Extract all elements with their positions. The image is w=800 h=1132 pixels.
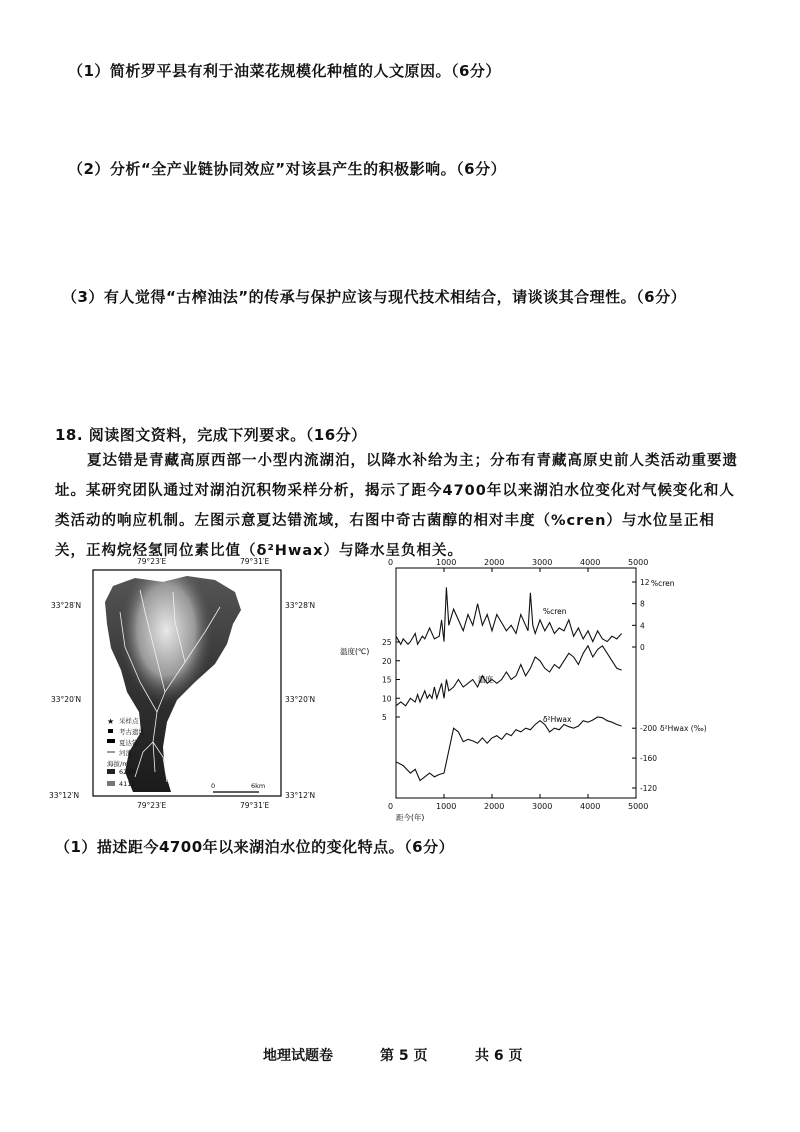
- right-top-tick-label: 4: [640, 621, 645, 631]
- lat-label-2-left: 33°20′N: [51, 695, 82, 704]
- footer-total: 共 6 页: [475, 1048, 523, 1064]
- question-18-title: 18. 阅读图文资料，完成下列要求。（16分）: [55, 426, 367, 444]
- x-tick-label-bottom: 3000: [532, 802, 553, 811]
- elev-low-swatch: [107, 781, 115, 786]
- x-tick-label-top: 5000: [628, 558, 649, 567]
- series-label-cren: %cren: [543, 607, 567, 616]
- svg-text:6290: 6290: [119, 768, 136, 776]
- lat-label-2-right: 33°20′N: [285, 695, 316, 704]
- question-2: （2）分析“全产业链协同效应”对该县产生的积极影响。（6分）: [68, 160, 507, 178]
- lake-swatch-icon: [107, 739, 115, 743]
- left-tick-label: 5: [382, 713, 387, 722]
- series-line-0: [396, 587, 622, 644]
- elev-high-swatch: [107, 769, 115, 774]
- chart-frame: [396, 568, 636, 798]
- left-axis-label: 温度(℃): [340, 647, 370, 656]
- left-tick-label: 25: [382, 638, 392, 647]
- right-bottom-tick-label: -200: [640, 724, 658, 734]
- svg-text:夏达错: 夏达错: [119, 739, 139, 747]
- lon-label-bottom-right: 79°31′E: [240, 801, 270, 810]
- left-tick-label: 15: [382, 675, 392, 685]
- x-tick-label-bottom: 4000: [580, 802, 601, 811]
- proxy-chart: [338, 552, 707, 827]
- right-top-tick-label: 12: [640, 578, 650, 587]
- lat-label-3-right: 33°12′N: [285, 791, 316, 800]
- x-tick-label-top: 2000: [484, 558, 505, 567]
- left-tick-label: 10: [382, 694, 392, 704]
- right-axis-top-label: %cren: [651, 579, 675, 588]
- series-line-1: [396, 646, 622, 706]
- right-bottom-tick-label: -120: [640, 784, 658, 793]
- lon-label-top-left: 79°23′E: [137, 557, 167, 566]
- right-top-tick-label: 8: [640, 599, 645, 609]
- series-label-temp: 温度: [478, 675, 493, 684]
- site-square-icon: [108, 729, 113, 733]
- svg-text:采样点: 采样点: [119, 717, 139, 725]
- svg-text:河流: 河流: [119, 749, 132, 757]
- svg-text:海拔/m: 海拔/m: [107, 760, 129, 768]
- x-tick-label-top: 1000: [436, 558, 457, 567]
- question-18-sub1: （1）描述距今4700年以来湖泊水位的变化特点。（6分）: [55, 838, 455, 856]
- footer-page: 第 5 页: [380, 1048, 428, 1064]
- svg-text:考古遗址: 考古遗址: [119, 728, 145, 736]
- watershed-map: [45, 552, 316, 822]
- right-top-tick-label: 0: [640, 643, 645, 652]
- x-tick-label-top: 3000: [532, 558, 553, 567]
- right-axis-bottom-label: δ²Hwax (‰): [660, 724, 707, 734]
- x-axis-label: 距今(年): [396, 813, 425, 822]
- left-tick-label: 20: [382, 656, 392, 666]
- x-tick-label-bottom: 0: [388, 802, 394, 811]
- svg-text:4117: 4117: [119, 780, 136, 788]
- footer-subject: 地理试题卷: [263, 1048, 333, 1064]
- right-bottom-tick-label: -160: [640, 754, 658, 764]
- lat-label-1-left: 33°28′N: [51, 601, 82, 610]
- svg-text:6km: 6km: [251, 782, 266, 790]
- x-tick-label-bottom: 5000: [628, 802, 649, 811]
- svg-text:0: 0: [211, 782, 216, 790]
- lon-label-bottom-left: 79°23′E: [137, 801, 167, 810]
- lat-label-1-right: 33°28′N: [285, 601, 316, 610]
- x-tick-label-bottom: 2000: [484, 802, 505, 811]
- x-tick-label-top: 4000: [580, 558, 601, 567]
- series-label-dhwax: δ²Hwax: [543, 715, 572, 724]
- lat-label-3-left: 33°12′N: [49, 791, 80, 800]
- question-3: （3）有人觉得“古榨油法”的传承与保护应该与现代技术相结合，请谈谈其合理性。（6分）: [62, 288, 687, 306]
- question-18-paragraph: 夏达错是青藏高原西部一小型内流湖泊，以降水补给为主；分布有青藏高原史前人类活动重要遗址。某研究团队通过对湖泊沉积物采样分析，揭示了距今4700年以来湖泊水位变化对气候变化和人类活动的响应机制。左图示意夏达错流域，右图中奇古菌醇的相对丰度（%cren）与水位呈正相关，正构烷烃氢同位素比值（δ²Hwax）与降水呈负相关。: [55, 453, 738, 559]
- lon-label-top-right: 79°31′E: [240, 557, 270, 566]
- series-line-2: [396, 717, 622, 781]
- x-tick-label-bottom: 1000: [436, 802, 457, 811]
- question-1: （1）简析罗平县有利于油菜花规模化种植的人文原因。（6分）: [68, 62, 501, 80]
- sample-star-icon: ★: [107, 717, 115, 726]
- x-tick-label-top: 0: [388, 558, 394, 567]
